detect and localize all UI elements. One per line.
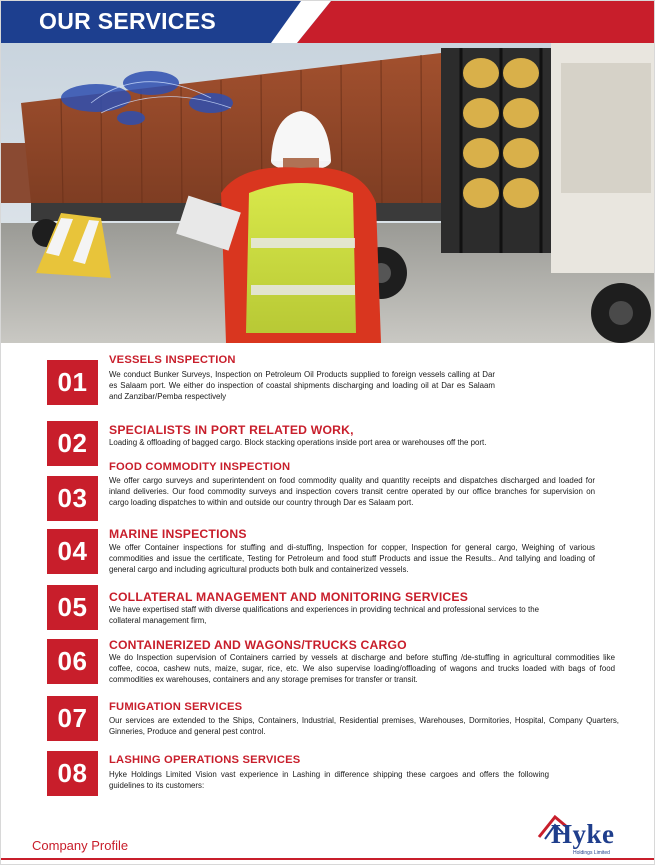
footer-company-profile: Company Profile [32,838,129,853]
service-title: SPECIALISTS IN PORT RELATED WORK, [109,423,354,437]
service-description: Loading & offloading of bagged cargo. Block stacking operations inside port area or warehouses off the port. [109,438,487,447]
page-title: OUR SERVICES [39,8,216,34]
service-title: CONTAINERIZED AND WAGONS/TRUCKS CARGO [109,638,407,652]
service-title: MARINE INSPECTIONS [109,527,247,541]
service-number-badge: 08 [47,751,98,796]
service-number-badge: 06 [47,639,98,684]
service-description: Our services are extended to the Ships, Containers, Industrial, Residential premises, Warehouses, Dormitories, Hospital, Company Quarters, Ginneries, Produce and general pest control. [109,716,619,737]
service-number-badge: 02 [47,421,98,466]
service-description: We conduct Bunker Surveys, Inspection on Petroleum Oil Products supplied to foreign vessels calling at Dar es Salaam port. We either do inspection of coastal shipments discharging and loading oil at Dar es Salaam and Zanzibar/Pemba respectively [109,370,495,402]
logo-wordmark: Hyke [551,819,615,849]
hero-image [1,43,655,343]
service-title: FUMIGATION SERVICES [109,701,243,713]
service-number-badge: 04 [47,529,98,574]
truck-inspection-illustration [1,43,655,343]
service-description: We offer Container inspections for stuffing and di-stuffing, Inspection for copper, Inspection for general cargo, Weighing of various commodities and issue the certificate, Testing for Petroleum and food stuff Products and issue the Results.. And tallying and loading of general cargo and including agricultural products both bulk and containerized vessels. [109,543,595,575]
service-title: FOOD COMMODITY INSPECTION [109,461,291,473]
service-description: We have expertised staff with diverse qualifications and experiences in providing technical and professional services to the collateral management firm, [109,605,539,626]
service-number-badge: 07 [47,696,98,741]
service-description: We offer cargo surveys and superintendent on food commodity quality and quantity receipts and dispatches discharged and loaded for inland deliveries. Our food commodity surveys and inspection covers transit centre operated by our office branches for supervision on cargo loading dispatches to within and outside our country through Dar es Salaam port. [109,476,595,508]
service-number-badge: 01 [47,360,98,405]
service-title: LASHING OPERATIONS SERVICES [109,754,301,766]
service-title: VESSELS INSPECTION [109,354,236,366]
service-description: We do Inspection supervision of Containers carried by vessels at discharge and before stuffing /de-stuffing in agricultural commodities like coffee, cocoa, cashew nuts, maize, sugar, rice, etc. We also supervise loading/offloading of wagons and trucks loaded with bags of food commodities ex warehouses, containers and any storage premises for transfer or transit. [109,653,615,685]
service-title: COLLATERAL MANAGEMENT AND MONITORING SERVICES [109,590,469,604]
service-description: Hyke Holdings Limited Vision vast experience in Lashing in difference shipping these cargoes and offers the following guidelines to its customers: [109,770,549,791]
service-number-badge: 03 [47,476,98,521]
header-banner [1,1,655,43]
footer-divider [1,858,655,860]
logo-subtext: Holdings Limited [573,850,610,856]
service-number-badge: 05 [47,585,98,630]
